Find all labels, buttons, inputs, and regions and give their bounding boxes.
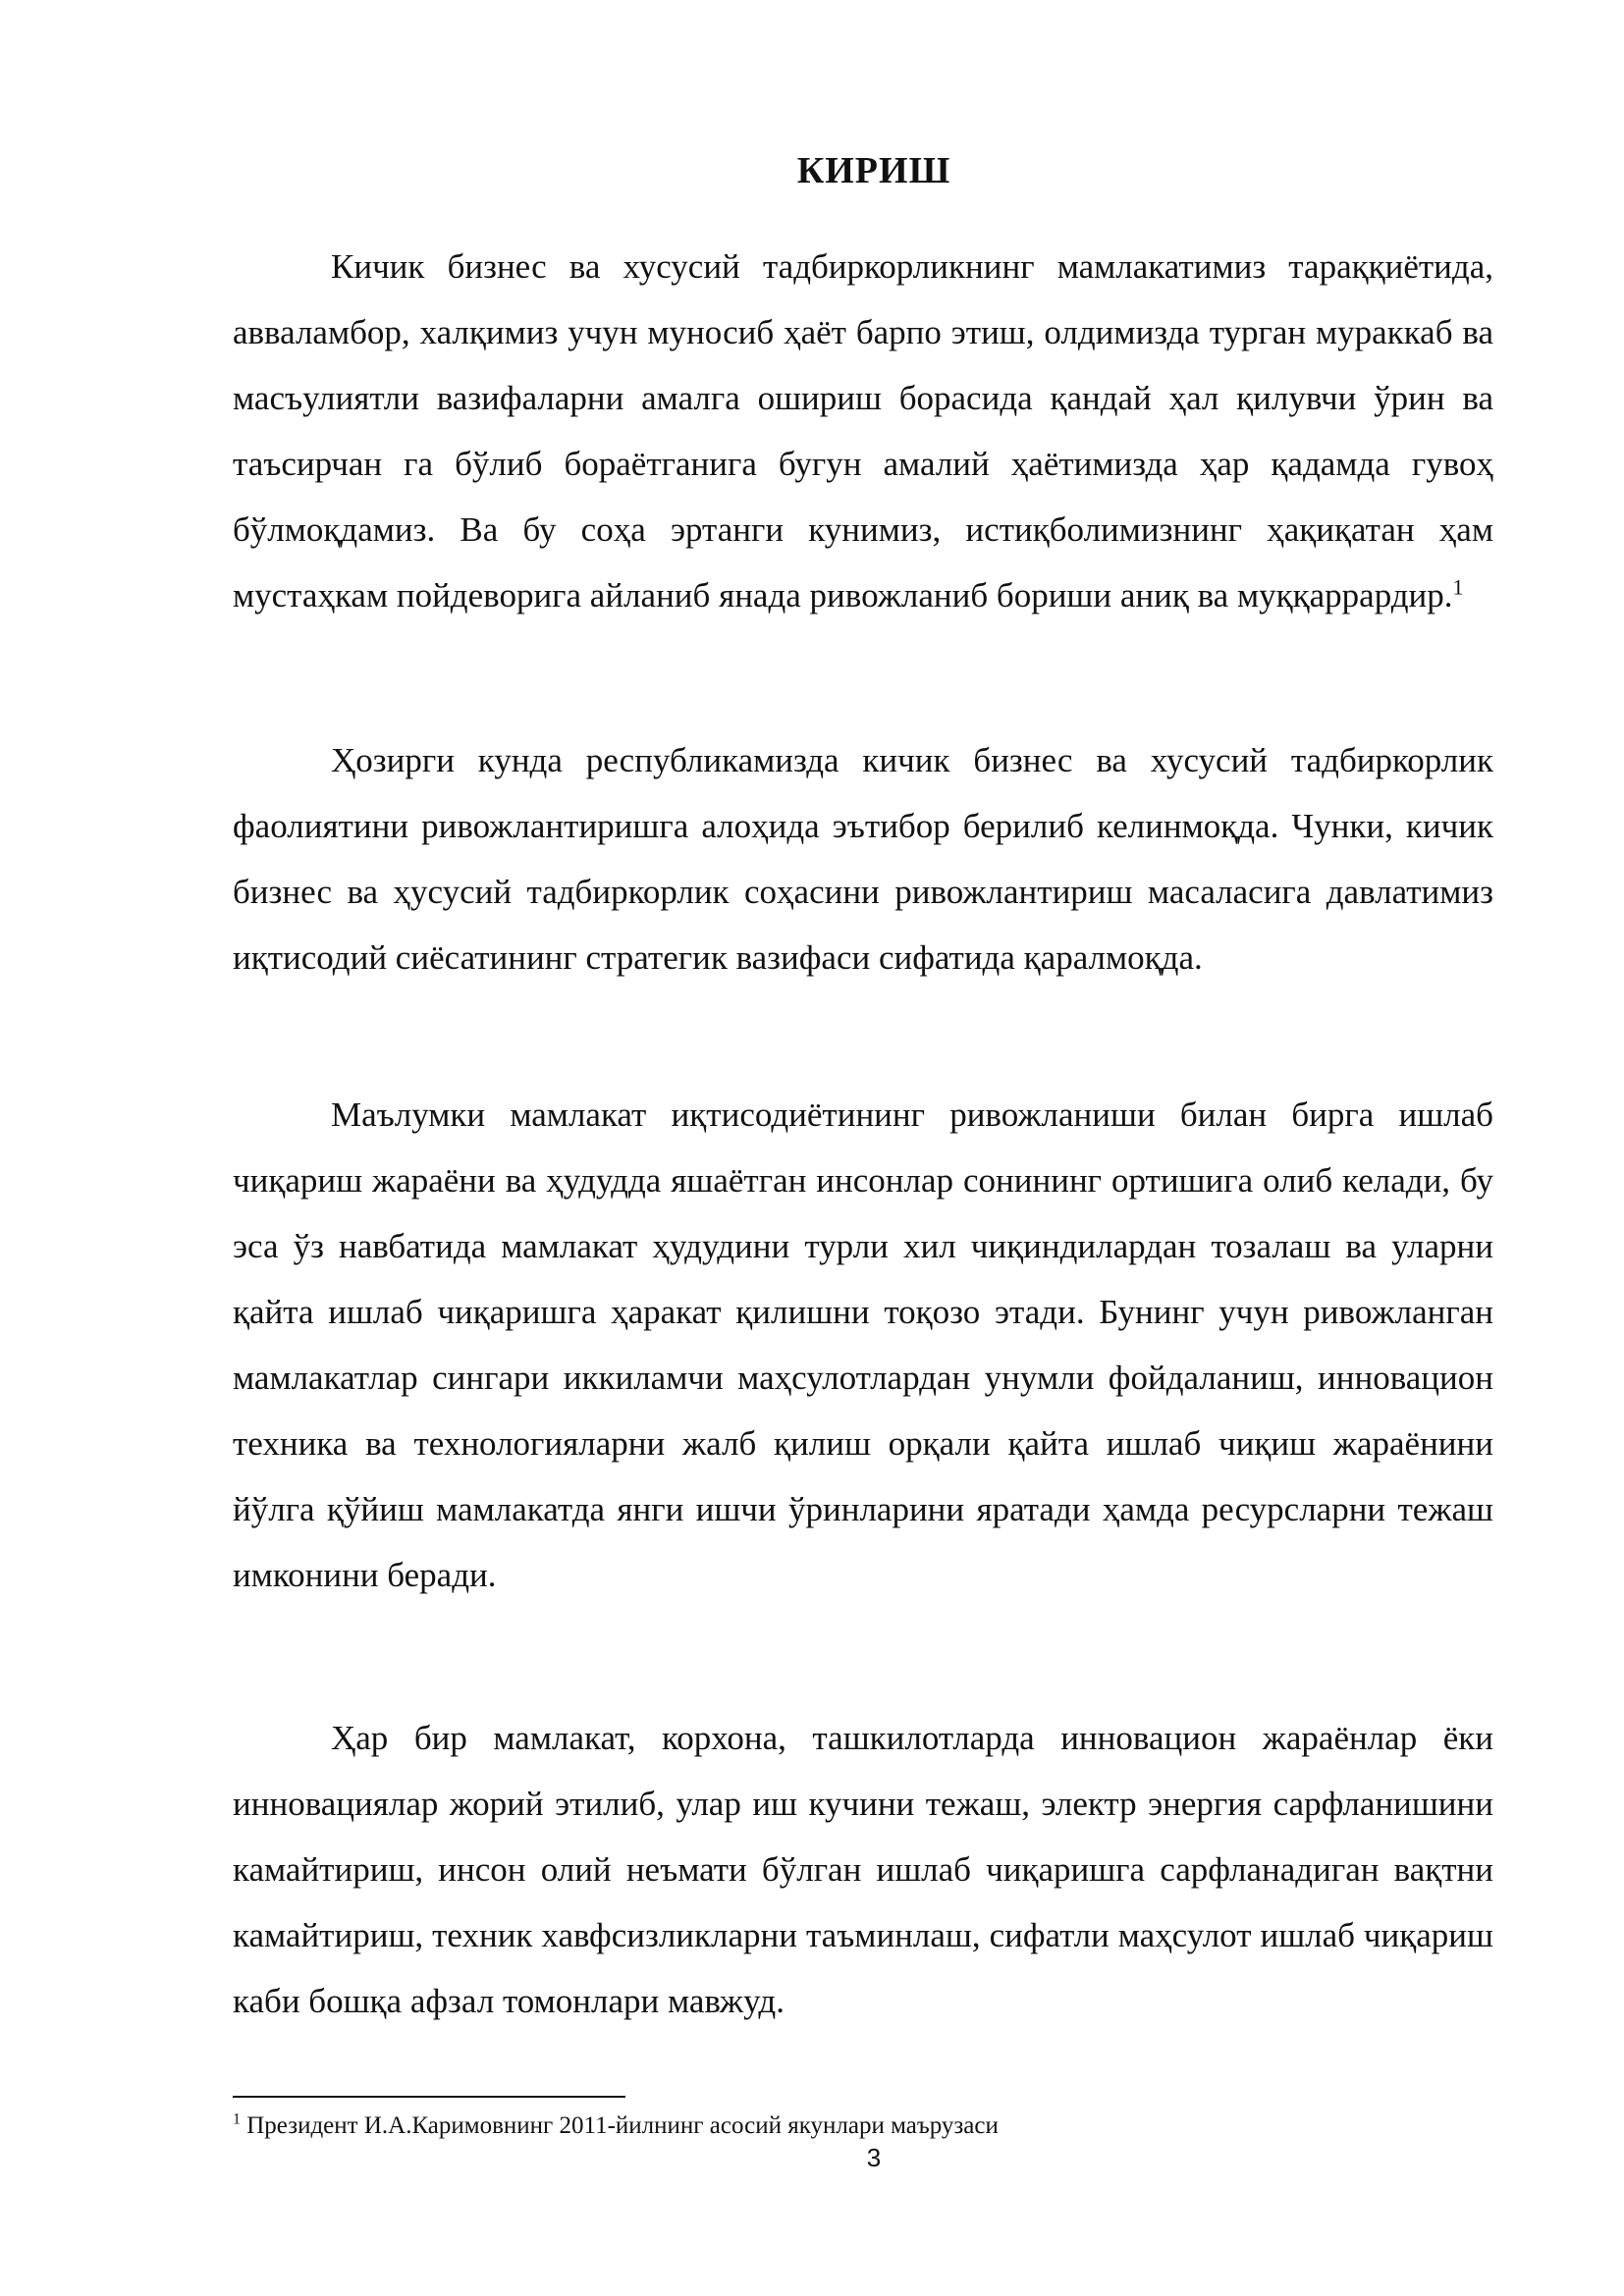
footnote-divider	[233, 2096, 625, 2098]
paragraph-2-text: Ҳозирги кунда республикамизда кичик бизнес ва хусусий тадбиркорлик фаолиятини ривожлантиришга алоҳида эътибор берилиб келинмоқда. Чунки, кичик бизнес ва ҳусусий тадбиркорлик соҳасини ривожлантириш масаласига давлатимиз иқтисодий сиёсатининг стратегик вазифаси сифатида қаралмоқда.	[233, 741, 1493, 977]
page-title: КИРИШ	[796, 150, 951, 191]
paragraph-2	[233, 727, 1493, 990]
footnote-reference[interactable]: 1	[1452, 574, 1464, 600]
footnote-mark: 1	[233, 2110, 241, 2128]
page-number: 3	[866, 2143, 882, 2172]
paragraph-4-text: Ҳар бир мамлакат, корхона, ташкилотларда инновацион жараёнлар ёки инновациялар жорий этилиб, улар иш кучини тежаш, электр энергия сарфланишини камайтириш, инсон олий неъмати бўлган ишлаб чиқаришга сарфланадиган вақтни камайтириш, техник хавфсизликларни таъминлаш, сифатли маҳсулот ишлаб чиқариш каби бошқа афзал томонлари мавжуд.	[233, 1719, 1493, 2020]
footnote	[233, 2110, 999, 2142]
paragraph-1	[233, 234, 1493, 628]
paragraph-1-text: Кичик бизнес ва хусусий тадбиркорликнинг мамлакатимиз тараққиётида, авваламбор, халқимиз учун муносиб ҳаёт барпо этиш, олдимизда турган мураккаб ва масъулиятли вазифаларни амалга ошириш борасида қандай ҳал қилувчи ўрин ва таъсирчан га бўлиб бораётганига бугун амалий ҳаётимизда ҳар қадамда гувоҳ бўлмоқдамиз. Ва бу соҳа эртанги кунимиз, истиқболимизнинг ҳақиқатан ҳам мустаҳкам пойдеворига айланиб янада ривожланиб бориши аниқ ва муққаррардир.	[233, 247, 1493, 614]
paragraph-4	[233, 1705, 1493, 2034]
paragraph-3-text: Маълумки мамлакат иқтисодиётининг ривожланиши билан бирга ишлаб чиқариш жараёни ва ҳудудда яшаётган инсонлар сонининг ортишига олиб келади, бу эса ўз навбатида мамлакат ҳудудини турли хил чиқиндилардан тозалаш ва уларни қайта ишлаб чиқаришга ҳаракат қилишни тоқозо этади. Бунинг учун ривожланган мамлакатлар сингари иккиламчи маҳсулотлардан унумли фойдаланиш, инновацион техника ва технологияларни жалб қилиш орқали қайта ишлаб чиқиш жараёнини йўлга қўйиш мамлакатда янги ишчи ўринларини яратади ҳамда ресурсларни тежаш имконини беради.	[233, 1095, 1493, 1594]
paragraph-3	[233, 1082, 1493, 1608]
footnote-text: Президент И.А.Каримовнинг 2011-йилнинг асосий якунлари маърузаси	[246, 2112, 999, 2139]
